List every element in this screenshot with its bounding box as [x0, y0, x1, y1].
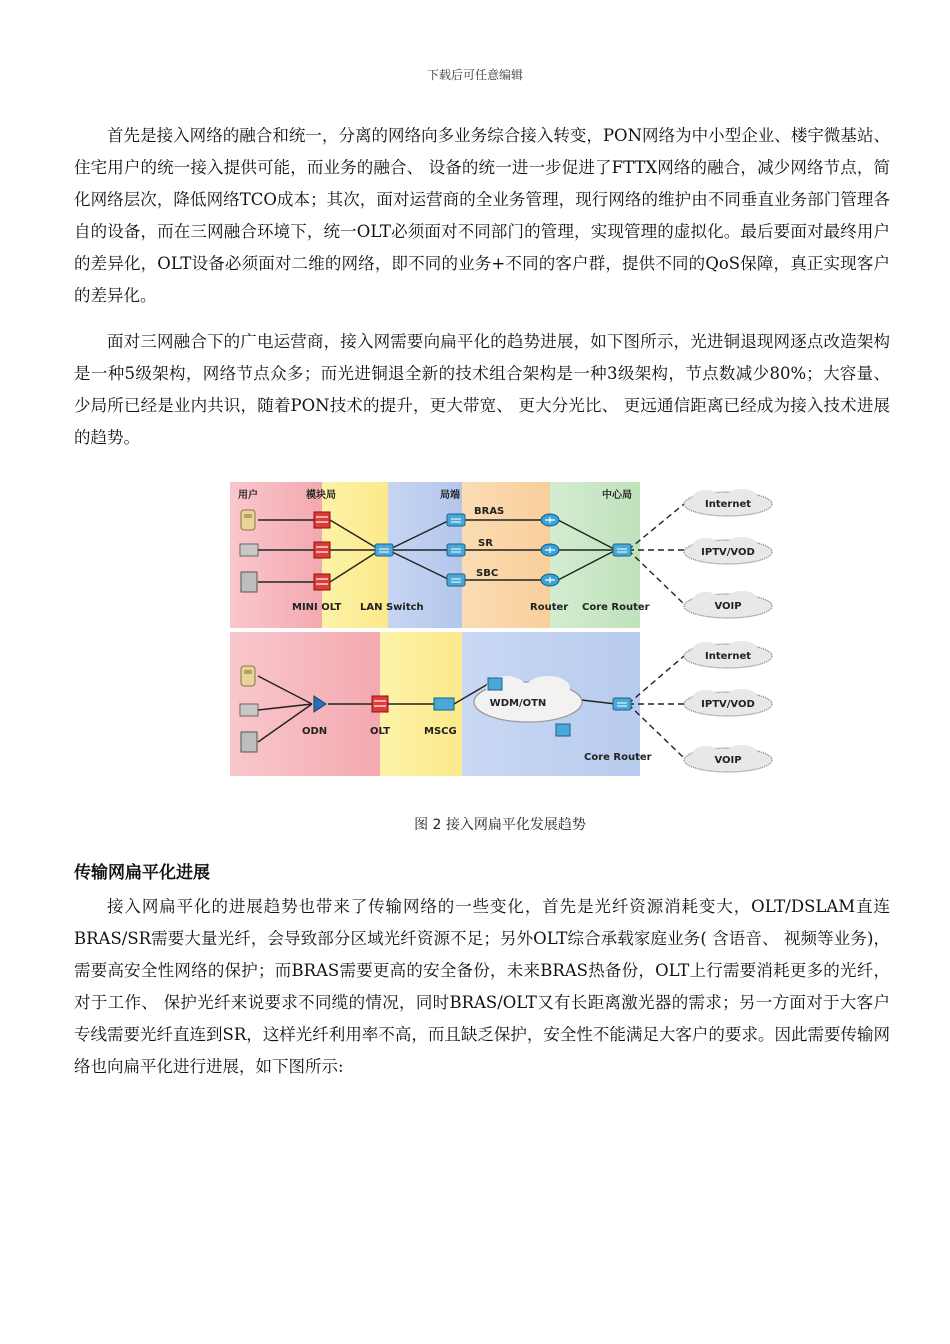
sbc-label: SBC — [476, 568, 499, 579]
lan-switch-label: LAN Switch — [360, 602, 424, 613]
figure-caption: 图 2 接入网扁平化发展趋势 — [414, 817, 586, 833]
iptv-label-bottom: IPTV/VOD — [701, 699, 755, 710]
wdm-otn-label: WDM/OTN — [489, 698, 547, 709]
page-header: 下载后可任意编辑 — [426, 68, 523, 82]
network-diagram — [228, 480, 774, 778]
core-router-label-top: Core Router — [582, 602, 650, 613]
bras-label: BRAS — [474, 506, 505, 517]
zone-module-label: 模块局 — [306, 490, 336, 501]
section-title: 传输网扁平化进展 — [74, 863, 210, 883]
top-panel — [230, 482, 772, 628]
router-label: Router — [530, 602, 569, 613]
zone-local-label: 局端 — [440, 490, 460, 501]
internet-label-bottom: Internet — [704, 651, 752, 662]
bottom-panel — [230, 632, 772, 776]
user-icons-bottom — [240, 666, 258, 752]
user-icons-top — [240, 510, 258, 592]
internet-label-top: Internet — [704, 499, 752, 510]
voip-label-bottom: VOIP — [714, 755, 742, 766]
mscg-label: MSCG — [424, 726, 457, 737]
paragraph-1: 首先是接入网络的融合和统一，分离的网络向多业务综合接入转变，PON网络为中小型企业、楼宇微基站、 住宅用户的统一接入提供可能，而业务的融合、 设备的统一进一步促进了FTTX网络的融合，减少网络节点，简化网络层次，降低网络TCO成本；其次，面对运营商的全业务管理，现行网络的维护由不同垂直业务部门管理各自的设备，而在三网融合环境下，统一OLT必须面对不同部门的管理，实现管理的虚拟化。最后要面对最终用户的差异化，OLT设备必须面对二维的网络，即不同的业务+不同的客户群，提供不同的QoS保障，真正实现客户的差异化。 — [74, 126, 890, 305]
network-flattening-figure — [228, 480, 774, 778]
paragraph-3: 接入网扁平化的进展趋势也带来了传输网络的一些变化，首先是光纤资源消耗变大，OLT/DSLAM直连BRAS/SR需要大量光纤，会导致部分区域光纤资源不足；另外OLT综合承载家庭业务( 含语音、 视频等业务)，需要高安全性网络的保护；而BRAS需要更高的安全备份，未来BRAS热备份，OLT上行需要消耗更多的光纤，对于工作、 保护光纤来说要求不同缆的情况，同时BRAS/OLT又有长距离激光器的需求；另一方面对于大客户专线需要光纤直连到SR，这样光纤利用率不高，而且缺乏保护，安全性不能满足大客户的要求。因此需要传输网络也向扁平化进行进展，如下图所示: — [74, 897, 890, 1076]
odn-label: ODN — [302, 726, 328, 737]
zone-center-label: 中心局 — [602, 490, 632, 501]
iptv-label-top: IPTV/VOD — [701, 547, 755, 558]
zone-user-label: 用户 — [238, 490, 258, 501]
sr-label: SR — [478, 538, 493, 549]
mini-olt-label: MINI OLT — [292, 602, 342, 613]
voip-label-top: VOIP — [714, 601, 742, 612]
paragraph-2: 面对三网融合下的广电运营商，接入网需要向扁平化的趋势进展，如下图所示，光进铜退现网逐点改造架构是一种5级架构，网络节点众多；而光进铜退全新的技术组合架构是一种3级架构，节点数减少80%；大容量、 少局所已经是业内共识，随着PON技术的提升，更大带宽、 更大分光比、 更远通信距离已经成为接入技术进展的趋势。 — [74, 332, 890, 447]
core-router-label-bottom: Core Router — [584, 752, 652, 763]
olt-label: OLT — [370, 726, 391, 737]
